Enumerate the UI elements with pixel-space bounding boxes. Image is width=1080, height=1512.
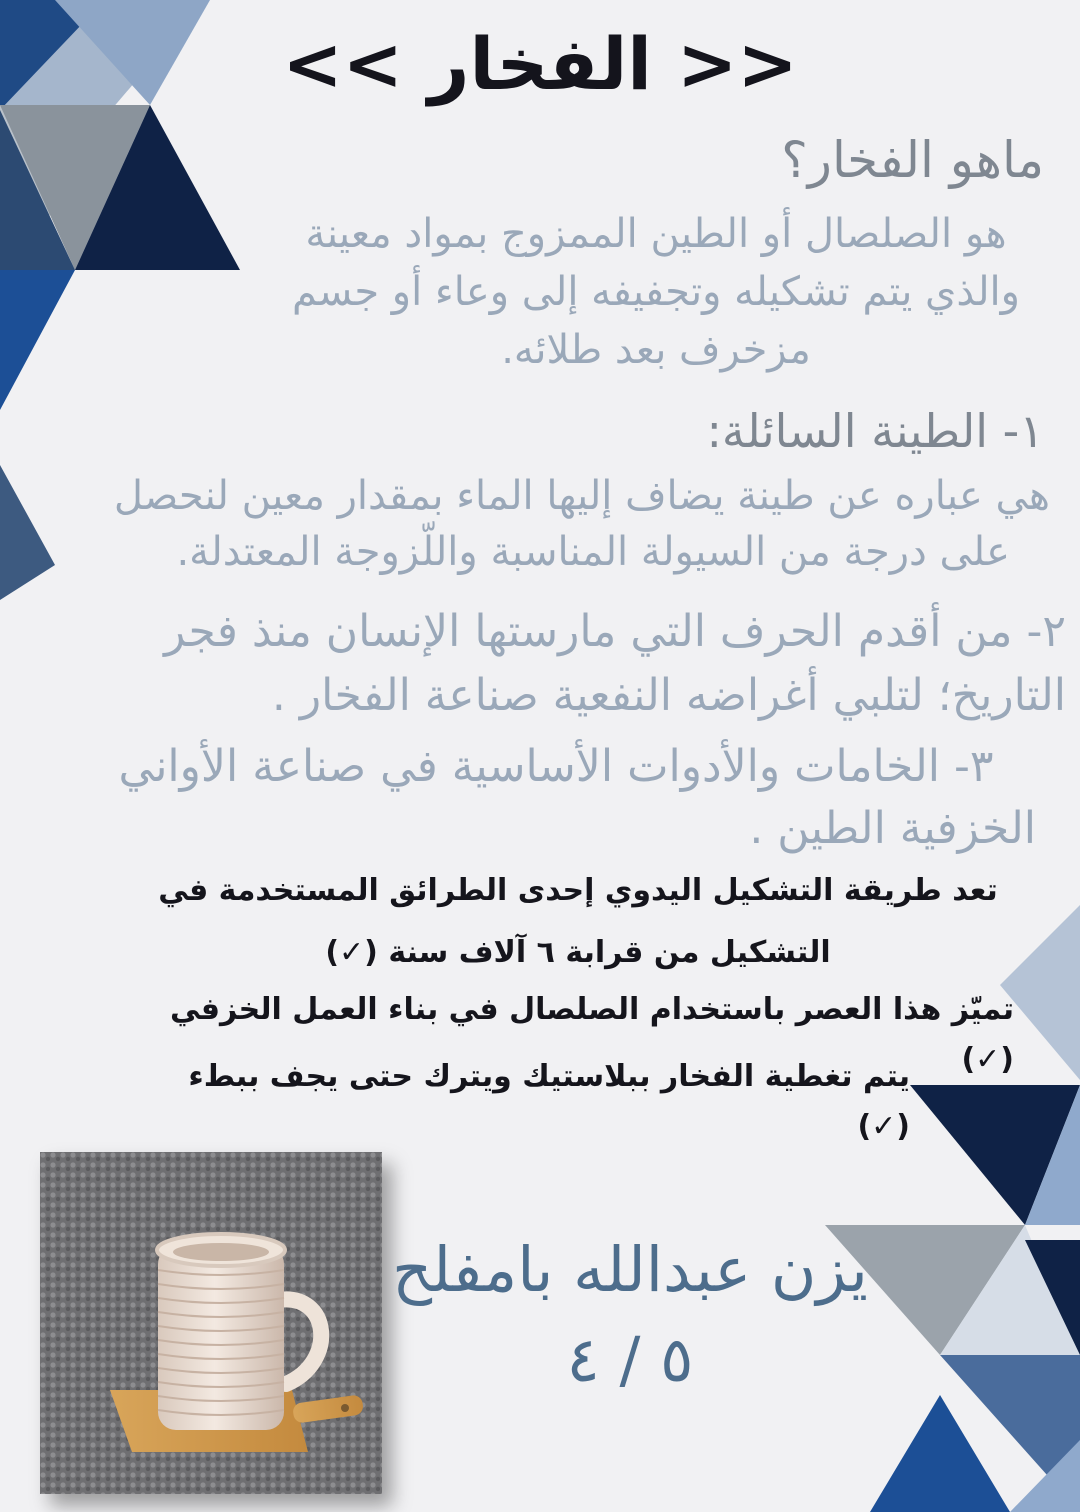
section-1-line: على درجة من السيولة المناسبة واللّزوجة المعتدلة. [176, 529, 1010, 575]
question-heading: ماهو الفخار؟ [781, 131, 1044, 189]
triangle-shape [0, 270, 75, 410]
definition-line: هو الصلصال أو الطين الممزوج بمواد معينة [305, 211, 1007, 257]
clay-mug-illustration [40, 1152, 382, 1494]
student-name: يزن عبدالله بامفلح [392, 1233, 868, 1306]
bullet-point: تميّز هذا العصر باستخدام الصلصال في بناء العمل الخزفي (✓) [170, 992, 1014, 1077]
section-1-heading: ١- الطينة السائلة: [706, 404, 1044, 458]
section-2-paragraph [36, 600, 1066, 728]
section-1-body [40, 468, 1050, 580]
section-1-line: هي عباره عن طينة يضاف إليها الماء بمقدار معين لنحصل [113, 473, 1050, 519]
definition-paragraph [256, 205, 1056, 379]
bullet-point: يتم تغطية الفخار ببلاستيك ويترك حتى يجف ببطء (✓) [188, 1059, 910, 1144]
clay-mug-photo [40, 1152, 382, 1494]
section-2-line: التاريخ؛ لتلبي أغراضه النفعية صناعة الفخار . [271, 670, 1066, 721]
class-label: ٥ / ٤ [566, 1323, 694, 1396]
definition-line: والذي يتم تشكيله وتجفيفه إلى وعاء أو جسم [292, 269, 1020, 315]
page-title: << الفخار >> [282, 22, 798, 106]
triangle-shape [870, 1395, 1010, 1512]
bullet-point: تعد طريقة التشكيل اليدوي إحدى الطرائق المستخدمة في التشكيل من قرابة ٦ آلاف سنة (✓) [158, 873, 998, 970]
section-3-line: ٣- الخامات والأدوات الأساسية في صناعة الأواني [118, 741, 994, 792]
section-2-line: ٢- من أقدم الحرف التي مارستها الإنسان منذ فجر [164, 606, 1066, 657]
section-3-paragraph [76, 736, 1036, 860]
section-3-line: الخزفية الطين . [749, 803, 1036, 854]
definition-line: مزخرف بعد طلائه. [501, 327, 811, 373]
